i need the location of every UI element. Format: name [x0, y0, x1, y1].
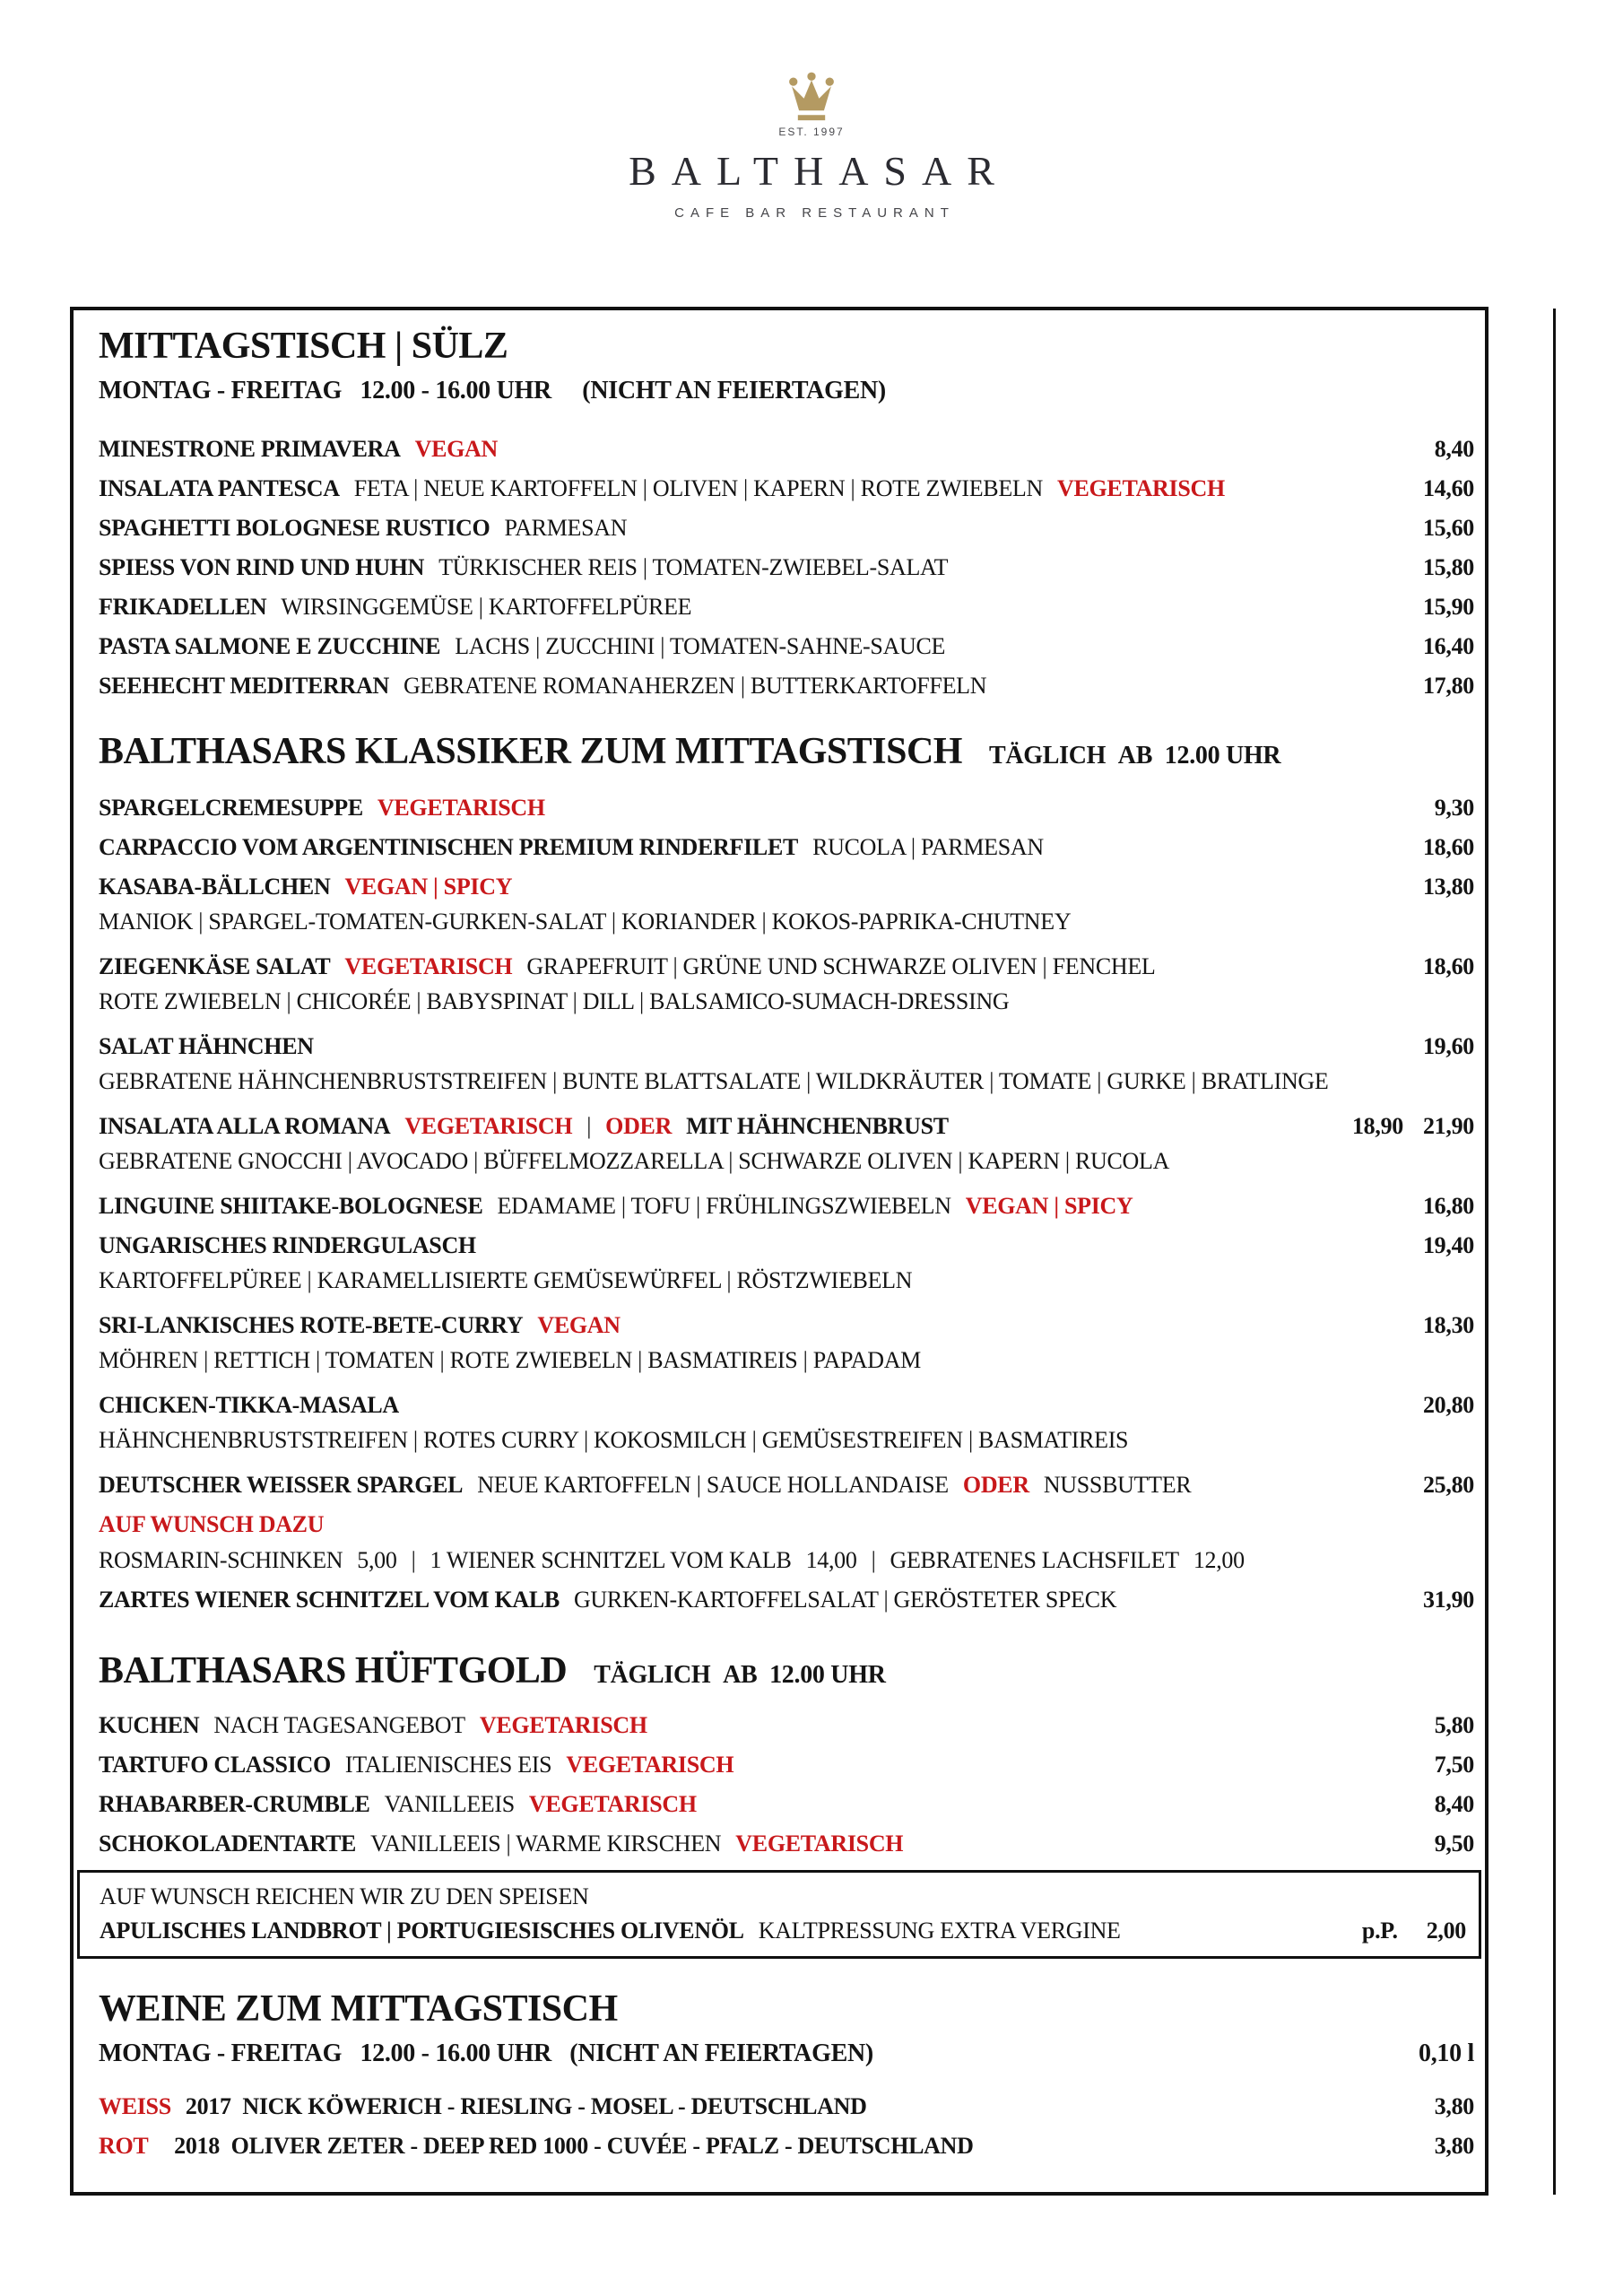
item-description: WIRSINGGEMÜSE | KARTOFFELPÜREE [281, 594, 692, 620]
menu-item-row [99, 1712, 1474, 1739]
menu-item-row [99, 515, 1474, 542]
item-price [1356, 1752, 1474, 1779]
item-price [1356, 673, 1474, 700]
item-description: FETA | NEUE KARTOFFELN | OLIVEN | KAPERN | ROTE ZWIEBELN [353, 475, 1043, 501]
item-name: UNGARISCHES RINDERGULASCH [99, 1232, 476, 1258]
menu-item-row [99, 594, 1474, 621]
menu-item [99, 795, 1474, 822]
item-name: DEUTSCHER WEISSER SPARGEL [99, 1472, 464, 1498]
section-header [99, 730, 1474, 773]
item-price [1356, 554, 1474, 581]
item-price [1356, 1392, 1474, 1419]
item-name: TARTUFO CLASSICO [99, 1752, 331, 1778]
item-text [99, 953, 1356, 980]
item-text [99, 1193, 1356, 1220]
section-hueftgold [99, 1649, 1474, 1857]
item-name: SEEHECHT MEDITERRAN [99, 673, 389, 699]
menu-item [99, 1791, 1474, 1818]
menu-item [99, 1033, 1474, 1095]
price-value: 15,60 [1422, 515, 1474, 541]
brand-est-label: EST. 1997 [778, 126, 845, 138]
section-header [99, 1987, 1474, 2031]
item-description: 14,00 [805, 1547, 857, 1573]
diet-tag: VEGETARISCH [735, 1831, 904, 1857]
item-name: FRIKADELLEN [99, 594, 267, 620]
item-name: KASABA-BÄLLCHEN [99, 874, 331, 900]
menu-item-row [99, 1392, 1474, 1419]
price-value: 2,00 [1426, 1918, 1466, 1944]
menu-border-box [70, 307, 1488, 2196]
item-name: ZIEGENKÄSE SALAT [99, 953, 331, 979]
price-value: 20,80 [1422, 1392, 1474, 1418]
price-value: 19,40 [1422, 1232, 1474, 1258]
item-text [99, 1791, 1356, 1818]
item-description: ITALIENISCHES EIS [344, 1752, 552, 1778]
item-price [1356, 2133, 1474, 2160]
item-text [99, 515, 1356, 542]
diet-tag: ROT [99, 2133, 149, 2159]
menu-item [100, 1918, 1466, 1944]
item-name: SPAGHETTI BOLOGNESE RUSTICO [99, 515, 490, 541]
item-description: NUSSBUTTER [1043, 1472, 1192, 1498]
menu-item [99, 1547, 1474, 1574]
menu-item-row [99, 1193, 1474, 1220]
item-description: GRAPEFRUIT | GRÜNE UND SCHWARZE OLIVEN | FENCHEL [526, 953, 1156, 979]
item-name: SPARGELCREMESUPPE [99, 795, 363, 821]
brand-header [0, 72, 1623, 221]
item-price [1352, 1113, 1474, 1140]
item-price [1356, 795, 1474, 822]
item-name: SRI-LANKISCHES ROTE-BETE-CURRY [99, 1312, 524, 1338]
menu-item [99, 1113, 1474, 1175]
section-header [99, 325, 1474, 368]
diet-tag: ODER [605, 1113, 673, 1139]
item-name: INSALATA PANTESCA [99, 475, 340, 501]
item-price [1348, 1918, 1466, 1944]
menu-item-row [99, 1472, 1474, 1499]
item-text [99, 2093, 1356, 2120]
price-value: 21,90 [1422, 1113, 1474, 1139]
price-value: 18,60 [1422, 834, 1474, 860]
item-text [99, 1712, 1356, 1739]
price-value: 16,40 [1422, 633, 1474, 659]
item-price [1356, 515, 1474, 542]
crown-logo-icon [787, 72, 836, 122]
menu-item [99, 515, 1474, 542]
menu-item-row [99, 436, 1474, 463]
menu-item-row [99, 1752, 1474, 1779]
price-value: 5,80 [1434, 1712, 1474, 1738]
price-value: 17,80 [1422, 673, 1474, 699]
menu-item [99, 2133, 1474, 2160]
price-value: 15,90 [1422, 594, 1474, 620]
price-value: 14,60 [1422, 475, 1474, 501]
item-price [1356, 475, 1474, 502]
item-price [1356, 1033, 1474, 1060]
menu-item-row [99, 633, 1474, 660]
item-price [1356, 633, 1474, 660]
item-text [99, 436, 1356, 463]
menu-item [99, 475, 1474, 502]
item-description: MÖHREN | RETTICH | TOMATEN | ROTE ZWIEBELN | BASMATIREIS | PAPADAM [99, 1347, 922, 1373]
item-price [1356, 874, 1474, 900]
item-name: ZARTES WIENER SCHNITZEL VOM KALB [99, 1587, 560, 1613]
item-price [1356, 1232, 1474, 1259]
item-name: LINGUINE SHIITAKE-BOLOGNESE [99, 1193, 483, 1219]
section-title: BALTHASARS KLASSIKER ZUM MITTAGSTISCH [99, 731, 962, 772]
menu-item [99, 874, 1474, 935]
item-price [1356, 953, 1474, 980]
item-name: APULISCHES LANDBROT | PORTUGIESISCHES OLIVENÖL [100, 1918, 744, 1944]
item-description-line2 [99, 1068, 1474, 1095]
menu-item-row [99, 1547, 1474, 1574]
diet-tag: VEGAN [414, 436, 499, 462]
section-schedule: TÄGLICH AB 12.00 UHR [988, 742, 1281, 770]
menu-item [99, 436, 1474, 463]
item-name: MINESTRONE PRIMAVERA [99, 436, 401, 462]
diet-tag: AUF WUNSCH DAZU [99, 1511, 325, 1537]
section-mittagstisch-suelz [99, 325, 1474, 700]
brand-subtitle: CAFE BAR RESTAURANT [674, 205, 955, 221]
price-value: 3,80 [1434, 2133, 1474, 2159]
item-description: KALTPRESSUNG EXTRA VERGINE [758, 1918, 1121, 1944]
diet-tag: VEGETARISCH [404, 1113, 573, 1139]
item-name: KUCHEN [99, 1712, 200, 1738]
item-description-line2 [99, 1267, 1474, 1294]
item-name: SCHOKOLADENTARTE [99, 1831, 357, 1857]
item-text [99, 1831, 1356, 1857]
item-text [99, 834, 1356, 861]
diet-tag: ODER [962, 1472, 1029, 1498]
item-name: CARPACCIO VOM ARGENTINISCHEN PREMIUM RINDERFILET [99, 834, 799, 860]
item-description: RUCOLA | PARMESAN [812, 834, 1044, 860]
item-price [1356, 594, 1474, 621]
menu-item [100, 1883, 1466, 1910]
menu-item-row [99, 1511, 1474, 1538]
item-name: MIT HÄHNCHENBRUST [686, 1113, 949, 1139]
section-schedule: MONTAG - FREITAG 12.00 - 16.00 UHR (NICHT AN FEIERTAGEN) [99, 2039, 873, 2067]
menu-item-row [99, 673, 1474, 700]
item-description: GURKEN-KARTOFFELSALAT | GERÖSTETER SPECK [573, 1587, 1117, 1613]
item-text [99, 1392, 1356, 1419]
item-description: NEUE KARTOFFELN | SAUCE HOLLANDAISE [477, 1472, 949, 1498]
item-text [99, 673, 1356, 700]
section-brot-box [77, 1870, 1481, 1959]
price-value: 9,50 [1434, 1831, 1474, 1857]
section-title: MITTAGSTISCH | SÜLZ [99, 326, 508, 367]
menu-item-row [99, 1033, 1474, 1060]
price-value: 18,60 [1422, 953, 1474, 979]
menu-item [99, 953, 1474, 1015]
item-description-line2 [99, 988, 1474, 1015]
menu-item [99, 1232, 1474, 1294]
diet-tag: WEISS [99, 2093, 171, 2119]
price-value: 7,50 [1434, 1752, 1474, 1778]
menu-item [99, 673, 1474, 700]
item-description-line2 [99, 909, 1474, 935]
item-description: GEBRATENE ROMANAHERZEN | BUTTERKARTOFFELN [403, 673, 987, 699]
menu-item [99, 1312, 1474, 1374]
brand-name: BALTHASAR [629, 148, 1010, 194]
item-name: RHABARBER-CRUMBLE [99, 1791, 370, 1817]
price-value: 8,40 [1434, 436, 1474, 462]
item-name: SPIESS VON RIND UND HUHN [99, 554, 425, 580]
item-description: 12,00 [1193, 1547, 1245, 1573]
item-description: | [871, 1547, 876, 1573]
serving-size-label: 0,10 l [1419, 2039, 1474, 2067]
menu-item [99, 633, 1474, 660]
item-description: PARMESAN [504, 515, 628, 541]
price-value: 31,90 [1422, 1587, 1474, 1613]
item-description: VANILLEEIS [384, 1791, 515, 1817]
diet-tag: VEGAN [537, 1312, 621, 1338]
item-price [1356, 2093, 1474, 2120]
item-description: GEBRATENES LACHSFILET [890, 1547, 1179, 1573]
menu-item-row [99, 475, 1474, 502]
menu-item-row [99, 1312, 1474, 1339]
item-name: INSALATA ALLA ROMANA [99, 1113, 391, 1139]
item-price [1356, 1791, 1474, 1818]
item-description: HÄHNCHENBRUSTSTREIFEN | ROTES CURRY | KOKOSMILCH | GEMÜSESTREIFEN | BASMATIREIS [99, 1427, 1129, 1453]
item-text [99, 594, 1356, 621]
menu-item-row [99, 834, 1474, 861]
diet-tag: VEGETARISCH [344, 953, 513, 979]
menu-item-row [99, 795, 1474, 822]
menu-item [99, 1392, 1474, 1454]
menu-item-row [99, 554, 1474, 581]
price-value: 18,30 [1422, 1312, 1474, 1338]
item-text [99, 1472, 1356, 1499]
section-schedule: TÄGLICH AB 12.00 UHR [594, 1661, 886, 1689]
item-text [100, 1918, 1348, 1944]
item-description: | [411, 1547, 416, 1573]
price-value: 18,90 [1351, 1113, 1403, 1139]
item-description-line2 [99, 1148, 1474, 1175]
price-value: 8,40 [1434, 1791, 1474, 1817]
menu-item-row [99, 874, 1474, 900]
menu-item-row [99, 1587, 1474, 1613]
price-value: 9,30 [1434, 795, 1474, 821]
item-description: 5,00 [357, 1547, 397, 1573]
item-description: | [586, 1113, 592, 1139]
item-description: 1 WIENER SCHNITZEL VOM KALB [430, 1547, 792, 1573]
item-name: SALAT HÄHNCHEN [99, 1033, 314, 1059]
diet-tag: VEGETARISCH [377, 795, 545, 821]
item-text [99, 795, 1356, 822]
section-klassiker [99, 730, 1474, 1613]
price-value: 13,80 [1422, 874, 1474, 900]
item-price [1356, 1312, 1474, 1339]
item-text [99, 1511, 1474, 1538]
item-price [1356, 1712, 1474, 1739]
menu-item [99, 1587, 1474, 1613]
price-value: 15,80 [1422, 554, 1474, 580]
menu-item-row [99, 1113, 1474, 1140]
item-price [1356, 1193, 1474, 1220]
item-text [99, 1232, 1356, 1259]
price-unit-label: p.P. [1361, 1918, 1398, 1944]
menu-item [99, 834, 1474, 861]
item-text [99, 554, 1356, 581]
menu-item-row [99, 2093, 1474, 2120]
menu-content [74, 310, 1485, 2160]
diet-tag: VEGETARISCH [566, 1752, 734, 1778]
item-text [99, 1113, 1352, 1140]
section-subtitle [99, 377, 1474, 405]
item-name: 2017 NICK KÖWERICH - RIESLING - MOSEL - DEUTSCHLAND [185, 2093, 867, 2119]
item-text [99, 1033, 1356, 1060]
item-description: MANIOK | SPARGEL-TOMATEN-GURKEN-SALAT | KORIANDER | KOKOS-PAPRIKA-CHUTNEY [99, 909, 1072, 935]
item-text [100, 1883, 1466, 1910]
menu-item [99, 1193, 1474, 1220]
price-value: 19,60 [1422, 1033, 1474, 1059]
menu-item-row [99, 953, 1474, 980]
item-price [1356, 834, 1474, 861]
menu-item-row [99, 1232, 1474, 1259]
item-price [1356, 436, 1474, 463]
menu-item-row [100, 1918, 1466, 1944]
item-description: GEBRATENE HÄHNCHENBRUSTSTREIFEN | BUNTE BLATTSALATE | WILDKRÄUTER | TOMATE | GURKE | BRATLINGE [99, 1068, 1329, 1094]
diet-tag: VEGETARISCH [528, 1791, 697, 1817]
price-value: 16,80 [1422, 1193, 1474, 1219]
item-description-line2 [99, 1427, 1474, 1454]
menu-item [99, 554, 1474, 581]
diet-tag: VEGAN | SPICY [965, 1193, 1133, 1219]
section-title: WEINE ZUM MITTAGSTISCH [99, 1988, 618, 2030]
page-right-rule [1553, 309, 1556, 2195]
diet-tag: VEGETARISCH [1056, 475, 1225, 501]
section-subtitle [99, 2039, 1474, 2068]
menu-item [99, 1712, 1474, 1739]
item-description: EDAMAME | TOFU | FRÜHLINGSZWIEBELN [497, 1193, 951, 1219]
menu-item-row [100, 1883, 1466, 1910]
item-description: VANILLEEIS | WARME KIRSCHEN [370, 1831, 722, 1857]
menu-item [99, 2093, 1474, 2120]
menu-item-row [99, 1831, 1474, 1857]
item-price [1356, 1472, 1474, 1499]
diet-tag: VEGAN | SPICY [344, 874, 513, 900]
item-description: AUF WUNSCH REICHEN WIR ZU DEN SPEISEN [100, 1883, 589, 1909]
item-description: NACH TAGESANGEBOT [213, 1712, 465, 1738]
item-text [99, 1547, 1474, 1574]
item-description: TÜRKISCHER REIS | TOMATEN-ZWIEBEL-SALAT [438, 554, 949, 580]
item-text [99, 1312, 1356, 1339]
menu-item [99, 1752, 1474, 1779]
item-text [99, 633, 1356, 660]
item-description: ROTE ZWIEBELN | CHICORÉE | BABYSPINAT | DILL | BALSAMICO-SUMACH-DRESSING [99, 988, 1010, 1014]
item-price [1356, 1831, 1474, 1857]
item-description-line2 [99, 1347, 1474, 1374]
menu-item [99, 594, 1474, 621]
section-weine [99, 1987, 1474, 2160]
item-text [99, 2133, 1356, 2160]
diet-tag: VEGETARISCH [479, 1712, 647, 1738]
menu-item-row [99, 1791, 1474, 1818]
menu-item-row [99, 2133, 1474, 2160]
item-text [99, 874, 1356, 900]
menu-item [99, 1472, 1474, 1499]
menu-item [99, 1831, 1474, 1857]
item-description: GEBRATENE GNOCCHI | AVOCADO | BÜFFELMOZZARELLA | SCHWARZE OLIVEN | KAPERN | RUCOLA [99, 1148, 1170, 1174]
price-value: 3,80 [1434, 2093, 1474, 2119]
item-name: PASTA SALMONE E ZUCCHINE [99, 633, 441, 659]
item-price [1356, 1587, 1474, 1613]
item-description: LACHS | ZUCCHINI | TOMATEN-SAHNE-SAUCE [455, 633, 946, 659]
item-text [99, 1587, 1356, 1613]
item-name: 2018 OLIVER ZETER - DEEP RED 1000 - CUVÉE - PFALZ - DEUTSCHLAND [162, 2133, 974, 2159]
menu-item [99, 1511, 1474, 1538]
item-text [99, 475, 1356, 502]
section-header [99, 1649, 1474, 1692]
item-description: ROSMARIN-SCHINKEN [99, 1547, 343, 1573]
section-schedule: MONTAG - FREITAG 12.00 - 16.00 UHR (NICHT AN FEIERTAGEN) [99, 377, 886, 404]
item-name: CHICKEN-TIKKA-MASALA [99, 1392, 399, 1418]
section-title: BALTHASARS HÜFTGOLD [99, 1650, 568, 1692]
price-value: 25,80 [1422, 1472, 1474, 1498]
item-text [99, 1752, 1356, 1779]
item-description: KARTOFFELPÜREE | KARAMELLISIERTE GEMÜSEWÜRFEL | RÖSTZWIEBELN [99, 1267, 913, 1293]
